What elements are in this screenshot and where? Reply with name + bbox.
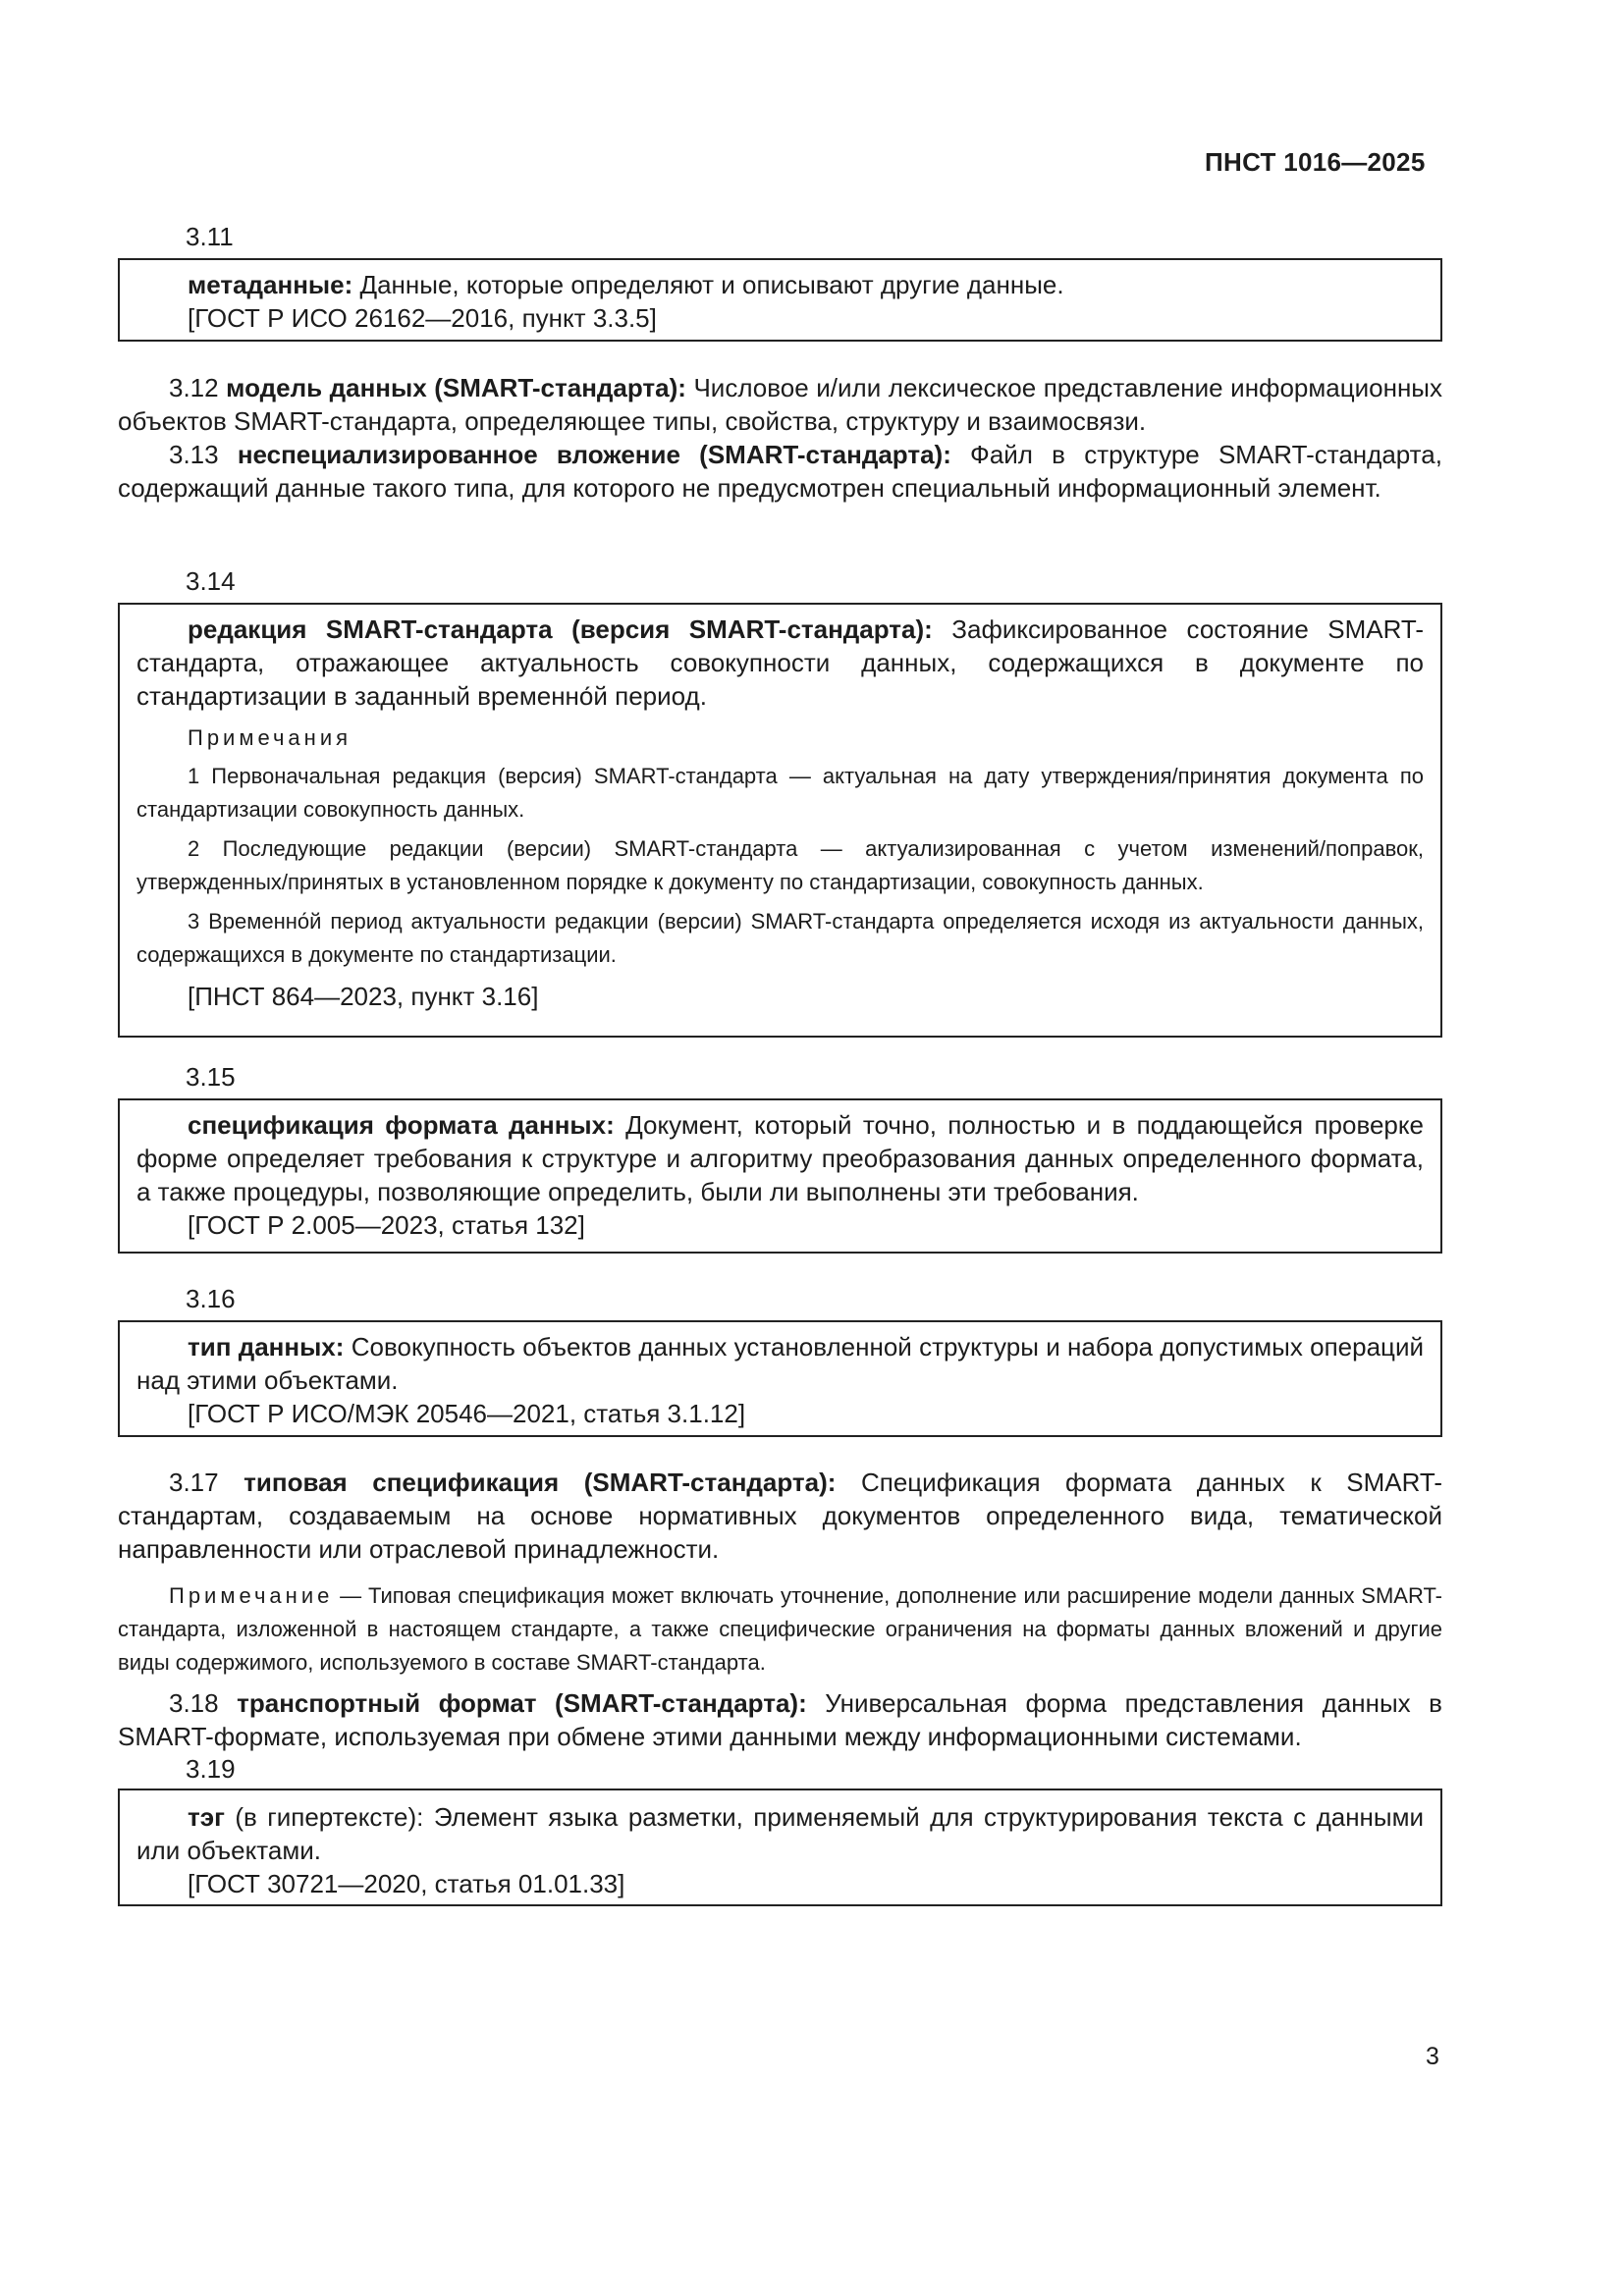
term-number: 3.19: [186, 1754, 236, 1784]
note-item: 3 Временно́й период актуальности редакции (версии) SMART-стандарта определяется исходя из актуальности данных, содержащихся в документе по стандартизации.: [136, 909, 1424, 967]
term-name: тип данных:: [188, 1332, 345, 1362]
term-name: метаданные:: [188, 270, 353, 299]
note-item: 2 Последующие редакции (версии) SMART-стандарта — актуализированная с учетом изменений/поправок, утвержденных/принятых в установленном порядке к документу по стандартизации, совокупность данных.: [136, 836, 1424, 894]
term-box-revision: [118, 603, 1442, 1038]
note-item: 1 Первоначальная редакция (версия) SMART-стандарта — актуальная на дату утверждения/принятия документа по стандартизации совокупность данных.: [136, 764, 1424, 822]
term-number: 3.16: [186, 1284, 236, 1313]
term-entry: [136, 1330, 1424, 1397]
term-source: [ГОСТ Р ИСО/МЭК 20546—2021, статья 3.1.12]: [188, 1399, 746, 1428]
term-number: 3.15: [186, 1062, 236, 1092]
term-source: [ПНСТ 864—2023, пункт 3.16]: [188, 982, 539, 1011]
notes-heading: Примечания: [188, 725, 352, 750]
term-name: тэг: [188, 1802, 225, 1832]
term-entry: [136, 1108, 1424, 1208]
term-box-data-type: [118, 1320, 1442, 1437]
term-paragraph-3-18: [118, 1686, 1442, 1753]
term-source: [ГОСТ Р ИСО 26162—2016, пункт 3.3.5]: [188, 303, 657, 333]
term-paragraph-3-17: [118, 1466, 1442, 1685]
term-name: модель данных (SMART-стандарта):: [226, 373, 686, 402]
term-number: 3.14: [186, 566, 236, 596]
term-definition: Зафиксированное состояние SMART-стандарта, отражающее актуальность совокупности данных, содержащихся в документе по стандартизации в заданный временно́й период.: [136, 614, 1425, 711]
term-entry: [136, 613, 1424, 713]
term-definition: Спецификация формата данных к SMART-стандартам, создаваемым на основе нормативных документов определенного вида, тематической направленности или отраслевой принадлежности.: [118, 1468, 1442, 1564]
term-paragraph-3-12: [118, 371, 1442, 505]
term-definition: Документ, который точно, полностью и в поддающейся проверке форме определяет требования к структуре и алгоритму преобразования данных определенного формата, а также процедуры, позволяющие определить, были ли выполнены эти требования.: [136, 1110, 1425, 1206]
term-box-metadata: [118, 258, 1442, 342]
term-number: 3.12: [169, 373, 219, 402]
term-definition: Универсальная форма представления данных в SMART-формате, используемая при обмене этими данными между информационными системами.: [118, 1688, 1442, 1751]
term-definition: Совокупность объектов данных установленной структуры и набора допустимых операций над этими объектами.: [136, 1332, 1424, 1395]
term-definition: Данные, которые определяют и описывают другие данные.: [352, 270, 1064, 299]
term-number: 3.17: [169, 1468, 219, 1497]
term-name: типовая спецификация (SMART-стандарта):: [244, 1468, 837, 1497]
term-name: спецификация формата данных:: [188, 1110, 615, 1140]
term-source: [ГОСТ 30721—2020, статья 01.01.33]: [188, 1869, 625, 1898]
term-box-format-spec: [118, 1098, 1442, 1254]
term-name: транспортный формат (SMART-стандарта):: [237, 1688, 807, 1718]
page-number: 3: [1426, 2043, 1439, 2070]
document-header-id: ПНСТ 1016—2025: [1205, 147, 1426, 177]
term-entry: [136, 1800, 1424, 1867]
term-number: 3.13: [169, 440, 219, 469]
term-number: 3.11: [186, 222, 234, 251]
term-entry: [136, 268, 1424, 301]
term-definition: Элемент языка разметки, применяемый для структурирования текста с данными или объектами.: [136, 1802, 1424, 1865]
term-box-tag: [118, 1789, 1442, 1906]
note-text: — Типовая спецификация может включать уточнение, дополнение или расширение модели данных SMART-стандарта, изложенной в настоящем стандарте, а также специфические ограничения на форматы данных вложений и другие виды содержимого, используемого в составе SMART-стандарта.: [118, 1583, 1442, 1675]
term-source: [ГОСТ Р 2.005—2023, статья 132]: [188, 1210, 585, 1240]
term-definition: Числовое и/или лексическое представление информационных объектов SMART-стандарта, определяющее типы, свойства, структуру и взаимосвязи.: [118, 373, 1442, 436]
term-definition: Файл в структуре SMART-стандарта, содержащий данные такого типа, для которого не предусмотрен специальный информационный элемент.: [118, 440, 1442, 503]
note-label: Примечание: [169, 1583, 334, 1608]
term-name: редакция SMART-стандарта (версия SMART-стандарта):: [188, 614, 933, 644]
term-name: неспециализированное вложение (SMART-стандарта):: [237, 440, 951, 469]
note-item: [118, 1579, 1442, 1680]
term-number: 3.18: [169, 1688, 219, 1718]
term-qualifier: (в гипертексте):: [224, 1802, 424, 1832]
